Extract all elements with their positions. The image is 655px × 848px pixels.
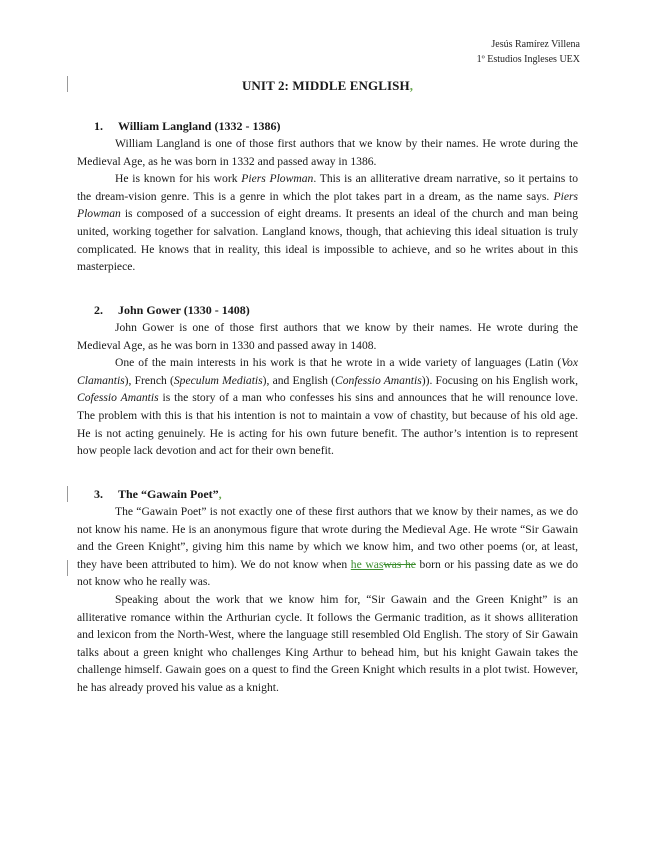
work-title: Cofessio Amantis — [77, 391, 159, 405]
section-number: 2. — [94, 303, 103, 317]
change-bar — [67, 560, 68, 576]
work-title: Vox Clamantis — [77, 356, 578, 387]
author-header — [477, 37, 580, 67]
section-gower — [77, 302, 578, 460]
work-title: Confessio Amantis — [335, 373, 422, 387]
paragraph: William Langland is one of those first authors that we know by their names. He wrote during the Medieval Age, as he was born in 1332 and passed away in 1386. — [77, 137, 578, 168]
paragraph: Speaking about the work that we know him for, “Sir Gawain and the Green Knight” is an alliterative romance within the Arthurian cycle. It follows the Germanic tradition, as it shows alliteration and lexicon from the North-West, where the language still resembled Old English. The story of Sir Gawain talks about a green knight who challenges King Arthur to behead him, but his knight Gawain takes the challenge himself. Gawain goes on a quest to find the Green Knight which results in a plot twist. However, he has already proved his value as a knight. — [77, 592, 578, 694]
paragraph: One of the main interests in his work is that he wrote in a wide variety of languages (Latin (Vox Clamantis), French (Speculum Mediatis), and English (Confessio Amantis)). Focusing on his English work, Cofessio Amantis is the story of a man who confesses his sins and announces that he will renounce love. The problem with this is that his intention is not to maintain a vow of chastity, but because of his old age. He is not acting genuinely. He is acting for his own future benefit. The author’s intention is to represent how people lack devotion and act for their own benefit. — [77, 356, 579, 458]
section-heading — [77, 486, 578, 503]
work-title: Speculum Mediatis — [173, 373, 263, 387]
work-title: Piers Plowman — [241, 172, 314, 186]
tracked-insertion: he was — [350, 557, 384, 571]
section-title: John Gower (1330 - 1408) — [118, 303, 250, 317]
page-title: UNIT 2: MIDDLE ENGLISH, — [241, 78, 414, 93]
insertion-marker: , — [218, 487, 222, 501]
section-langland — [77, 118, 578, 276]
insertion-marker: , — [409, 78, 414, 93]
change-bar — [67, 486, 68, 502]
author-name: Jesús Ramírez Villena — [491, 39, 580, 50]
work-title: Piers Plowman — [77, 189, 578, 221]
section-heading — [77, 302, 578, 319]
section-gawain-poet — [77, 486, 578, 697]
section-title: William Langland (1332 - 1386) — [118, 119, 281, 133]
course-name: 1º Estudios Ingleses UEX — [476, 54, 580, 65]
section-title: The “Gawain Poet” — [118, 487, 219, 501]
paragraph: He is known for his work Piers Plowman. This is an alliterative dream narrative, so it pertains to the dream-vision genre. This is a genre in which the plot takes part in a dream, as the name says. Piers Plowman is composed of a succession of eight dreams. It presents an ideal of the church and man being united, working together for salvation. Langland knows, though, that achieving this ideal situation is truly complicated. He knows that in reality, this ideal is impossible to achieve, and so he writes about in this masterpiece. — [77, 172, 579, 274]
paragraph: John Gower is one of those first authors that we know by their names. He wrote during the Medieval Age, as he was born in 1330 and passed away in 1408. — [77, 321, 578, 352]
tracked-deletion: was he — [383, 557, 416, 571]
section-number: 1. — [94, 119, 103, 133]
paragraph: The “Gawain Poet” is not exactly one of these first authors that we know by their names, as we do not know his name. He is an anonymous figure that wrote during the Medieval Age. He wrote “Sir Gawain and the Green Knight”, giving him this name by which we know him, and two other poems (or, at least, they have been attributed to him). We do not know when he waswas he born or his passing date as we do not know who he really was. — [77, 505, 579, 589]
section-number: 3. — [94, 487, 103, 501]
section-heading — [77, 118, 578, 135]
